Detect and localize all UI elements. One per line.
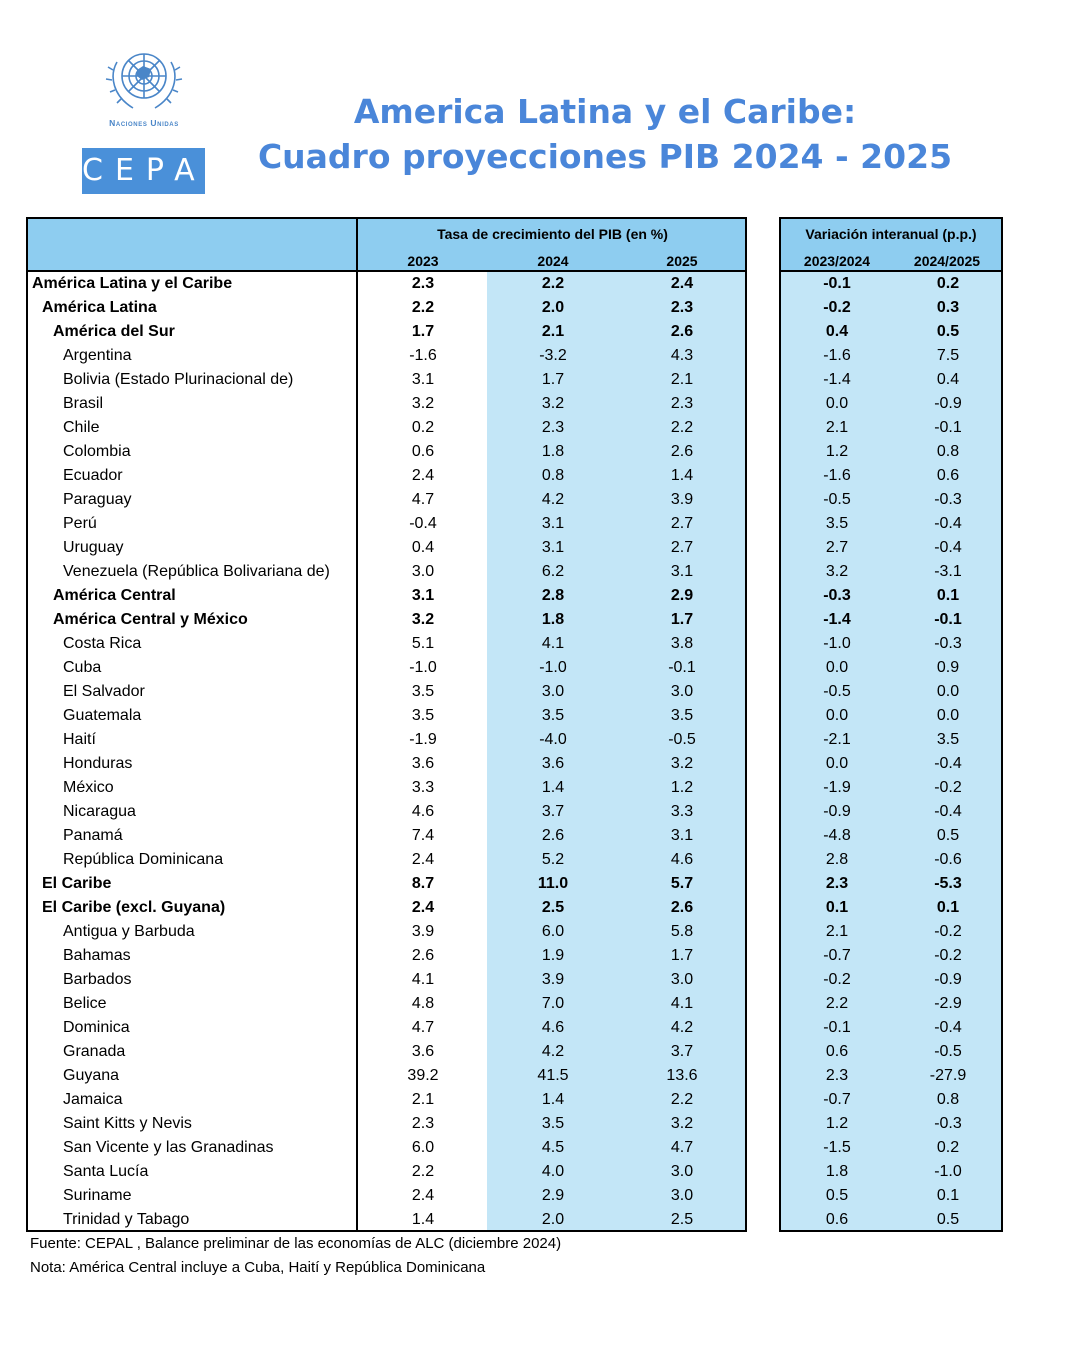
row-value: -0.7 bbox=[823, 947, 851, 964]
row-value: -0.4 bbox=[934, 1019, 962, 1036]
row-value: -0.2 bbox=[823, 299, 851, 316]
row-value: 13.6 bbox=[666, 1067, 698, 1084]
row-value: 0.1 bbox=[825, 899, 849, 916]
row-value: 3.0 bbox=[541, 683, 565, 700]
row-value: 7.5 bbox=[936, 347, 960, 364]
row-value: 2.3 bbox=[825, 875, 849, 892]
row-value: -0.5 bbox=[668, 731, 696, 748]
row-value: 2.1 bbox=[411, 1091, 435, 1108]
row-value: 3.6 bbox=[541, 755, 565, 772]
row-value: -2.9 bbox=[934, 995, 962, 1012]
row-value: -1.4 bbox=[823, 371, 851, 388]
row-label: América del Sur bbox=[53, 323, 175, 340]
row-value: 3.1 bbox=[411, 371, 435, 388]
row-value: 1.8 bbox=[825, 1163, 849, 1180]
row-value: 2.0 bbox=[541, 299, 565, 316]
row-value: 4.1 bbox=[411, 971, 435, 988]
row-value: 0.1 bbox=[936, 899, 960, 916]
row-value: -0.2 bbox=[823, 971, 851, 988]
table-row bbox=[0, 488, 1080, 512]
table-row bbox=[0, 968, 1080, 992]
row-value: 0.6 bbox=[825, 1211, 849, 1228]
table-row bbox=[0, 752, 1080, 776]
row-value: 0.2 bbox=[411, 419, 435, 436]
row-value: 3.6 bbox=[411, 755, 435, 772]
row-value: 0.0 bbox=[936, 683, 960, 700]
row-label: Santa Lucía bbox=[63, 1163, 149, 1180]
var-header-2024-2025: 2024/2025 bbox=[913, 253, 981, 269]
row-value: 2.9 bbox=[670, 587, 694, 604]
row-value: 0.6 bbox=[936, 467, 960, 484]
row-value: 3.8 bbox=[670, 635, 694, 652]
row-value: 4.6 bbox=[670, 851, 694, 868]
row-value: -1.0 bbox=[934, 1163, 962, 1180]
row-value: 2.0 bbox=[541, 1211, 565, 1228]
table-row bbox=[0, 272, 1080, 296]
row-label: Argentina bbox=[63, 347, 132, 364]
row-value: 0.3 bbox=[936, 299, 960, 316]
row-label: Uruguay bbox=[63, 539, 124, 556]
row-value: 2.2 bbox=[670, 1091, 694, 1108]
row-label: El Caribe (excl. Guyana) bbox=[42, 899, 226, 916]
row-value: 3.0 bbox=[670, 683, 694, 700]
row-value: 0.1 bbox=[936, 587, 960, 604]
row-value: -1.6 bbox=[823, 347, 851, 364]
row-label: Bolivia (Estado Plurinacional de) bbox=[63, 371, 294, 388]
row-value: 0.8 bbox=[541, 467, 565, 484]
row-label: Trinidad y Tabago bbox=[63, 1211, 190, 1228]
table-row bbox=[0, 800, 1080, 824]
row-value: 4.1 bbox=[541, 635, 565, 652]
row-value: -1.6 bbox=[409, 347, 437, 364]
row-value: -0.9 bbox=[934, 395, 962, 412]
table-row bbox=[0, 560, 1080, 584]
row-label: Colombia bbox=[63, 443, 131, 460]
year-header-2024: 2024 bbox=[537, 253, 569, 269]
row-label: Granada bbox=[63, 1043, 126, 1060]
row-value: 2.6 bbox=[670, 323, 694, 340]
row-value: 1.2 bbox=[825, 443, 849, 460]
row-value: -0.3 bbox=[823, 587, 851, 604]
source-note: Fuente: CEPAL , Balance preliminar de las economías de ALC (diciembre 2024) bbox=[30, 1235, 562, 1252]
row-value: 2.1 bbox=[670, 371, 694, 388]
row-value: 3.1 bbox=[411, 587, 435, 604]
row-value: 2.2 bbox=[411, 299, 435, 316]
row-value: 2.4 bbox=[670, 275, 694, 292]
row-value: -5.3 bbox=[934, 875, 962, 892]
row-value: -1.0 bbox=[539, 659, 567, 676]
org-name: Naciones Unidas bbox=[109, 118, 179, 128]
table-row bbox=[0, 1136, 1080, 1160]
row-value: 2.2 bbox=[541, 275, 565, 292]
row-value: 1.7 bbox=[411, 323, 435, 340]
row-value: -0.1 bbox=[934, 419, 962, 436]
row-label: Bahamas bbox=[63, 947, 131, 964]
row-value: 4.7 bbox=[411, 491, 435, 508]
row-value: 3.6 bbox=[411, 1043, 435, 1060]
row-label: Cuba bbox=[63, 659, 102, 676]
row-value: 3.5 bbox=[936, 731, 960, 748]
row-value: -0.1 bbox=[668, 659, 696, 676]
table-row bbox=[0, 872, 1080, 896]
row-value: 4.5 bbox=[541, 1139, 565, 1156]
row-value: 3.5 bbox=[670, 707, 694, 724]
row-value: 0.0 bbox=[825, 395, 849, 412]
table-row bbox=[0, 680, 1080, 704]
row-value: 2.5 bbox=[670, 1211, 694, 1228]
table-row bbox=[0, 368, 1080, 392]
row-value: 1.4 bbox=[670, 467, 694, 484]
row-value: 0.5 bbox=[825, 1187, 849, 1204]
row-value: 0.5 bbox=[936, 1211, 960, 1228]
row-value: 1.2 bbox=[670, 779, 694, 796]
row-value: 2.4 bbox=[411, 851, 435, 868]
row-value: 8.7 bbox=[411, 875, 435, 892]
row-value: 3.9 bbox=[670, 491, 694, 508]
row-value: -0.2 bbox=[934, 779, 962, 796]
row-label: Antigua y Barbuda bbox=[63, 923, 195, 940]
row-value: 2.5 bbox=[541, 899, 565, 916]
row-value: 3.2 bbox=[670, 755, 694, 772]
row-value: -1.5 bbox=[823, 1139, 851, 1156]
var-header-2023-2024: 2023/2024 bbox=[803, 253, 871, 269]
row-label: El Salvador bbox=[63, 683, 145, 700]
row-value: -0.4 bbox=[934, 803, 962, 820]
row-value: 4.2 bbox=[541, 491, 565, 508]
row-value: 2.3 bbox=[670, 299, 694, 316]
growth-rate-header: Tasa de crecimiento del PIB (en %) bbox=[437, 226, 668, 242]
row-value: 2.6 bbox=[411, 947, 435, 964]
row-value: 3.5 bbox=[541, 1115, 565, 1132]
row-value: 0.6 bbox=[411, 443, 435, 460]
row-value: -0.9 bbox=[934, 971, 962, 988]
row-value: 2.4 bbox=[411, 1187, 435, 1204]
row-value: 2.8 bbox=[541, 587, 565, 604]
table-row bbox=[0, 1064, 1080, 1088]
row-value: 5.1 bbox=[411, 635, 435, 652]
row-label: Guatemala bbox=[63, 707, 142, 724]
row-value: 1.8 bbox=[541, 443, 565, 460]
row-value: 2.6 bbox=[670, 443, 694, 460]
row-value: 3.7 bbox=[670, 1043, 694, 1060]
row-value: 4.8 bbox=[411, 995, 435, 1012]
row-value: 3.2 bbox=[411, 395, 435, 412]
row-value: 3.5 bbox=[541, 707, 565, 724]
row-value: 0.0 bbox=[825, 659, 849, 676]
row-value: 6.0 bbox=[411, 1139, 435, 1156]
row-value: 5.2 bbox=[541, 851, 565, 868]
row-value: 3.9 bbox=[541, 971, 565, 988]
row-value: -1.6 bbox=[823, 467, 851, 484]
row-value: -4.0 bbox=[539, 731, 567, 748]
row-value: 4.7 bbox=[670, 1139, 694, 1156]
row-value: -1.0 bbox=[823, 635, 851, 652]
row-value: 0.5 bbox=[936, 827, 960, 844]
row-label: El Caribe bbox=[42, 875, 112, 892]
table-row bbox=[0, 992, 1080, 1016]
row-value: 1.4 bbox=[411, 1211, 435, 1228]
row-value: 2.8 bbox=[825, 851, 849, 868]
row-value: -27.9 bbox=[929, 1067, 967, 1084]
table-row bbox=[0, 296, 1080, 320]
row-value: -0.3 bbox=[934, 1115, 962, 1132]
table-row bbox=[0, 896, 1080, 920]
row-value: 2.3 bbox=[670, 395, 694, 412]
row-label: México bbox=[63, 779, 114, 796]
row-label: Paraguay bbox=[63, 491, 132, 508]
row-value: -1.0 bbox=[409, 659, 437, 676]
row-value: -0.4 bbox=[934, 539, 962, 556]
row-value: 4.1 bbox=[670, 995, 694, 1012]
page-title-line2: Cuadro proyecciones PIB 2024 - 2025 bbox=[257, 137, 953, 176]
row-value: 2.9 bbox=[541, 1187, 565, 1204]
table-row bbox=[0, 632, 1080, 656]
row-value: 2.6 bbox=[541, 827, 565, 844]
row-label: Saint Kitts y Nevis bbox=[63, 1115, 192, 1132]
row-value: 1.4 bbox=[541, 1091, 565, 1108]
row-label: Venezuela (República Bolivariana de) bbox=[63, 563, 330, 580]
row-value: 2.3 bbox=[541, 419, 565, 436]
row-value: 1.2 bbox=[825, 1115, 849, 1132]
row-value: 0.2 bbox=[936, 275, 960, 292]
row-value: 3.0 bbox=[670, 1163, 694, 1180]
row-value: -0.5 bbox=[934, 1043, 962, 1060]
row-value: 3.5 bbox=[411, 707, 435, 724]
row-value: 3.3 bbox=[670, 803, 694, 820]
year-header-2023: 2023 bbox=[407, 253, 439, 269]
row-value: 0.6 bbox=[825, 1043, 849, 1060]
row-label: Dominica bbox=[63, 1019, 130, 1036]
row-value: 0.8 bbox=[936, 443, 960, 460]
row-value: 3.2 bbox=[411, 611, 435, 628]
table-row bbox=[0, 824, 1080, 848]
table-row bbox=[0, 464, 1080, 488]
row-value: 2.1 bbox=[541, 323, 565, 340]
table-row bbox=[0, 320, 1080, 344]
row-value: 3.0 bbox=[670, 971, 694, 988]
row-value: -0.7 bbox=[823, 1091, 851, 1108]
table-row bbox=[0, 728, 1080, 752]
row-label: Perú bbox=[63, 515, 97, 532]
table-row bbox=[0, 1112, 1080, 1136]
row-label: San Vicente y las Granadinas bbox=[63, 1139, 274, 1156]
row-value: 2.4 bbox=[411, 467, 435, 484]
row-value: 3.1 bbox=[670, 827, 694, 844]
row-value: -0.2 bbox=[934, 947, 962, 964]
row-value: 7.4 bbox=[411, 827, 435, 844]
row-label: Chile bbox=[63, 419, 100, 436]
row-label: América Latina y el Caribe bbox=[32, 275, 233, 292]
row-value: 2.1 bbox=[825, 923, 849, 940]
variation-header: Variación interanual (p.p.) bbox=[805, 226, 977, 242]
row-label: Nicaragua bbox=[63, 803, 136, 820]
row-value: 3.9 bbox=[411, 923, 435, 940]
row-value: 4.6 bbox=[411, 803, 435, 820]
row-label: República Dominicana bbox=[63, 851, 224, 868]
row-value: -0.5 bbox=[823, 683, 851, 700]
row-value: 3.2 bbox=[541, 395, 565, 412]
row-value: -1.9 bbox=[409, 731, 437, 748]
row-value: -0.1 bbox=[934, 611, 962, 628]
row-value: -0.4 bbox=[409, 515, 437, 532]
row-value: 39.2 bbox=[407, 1067, 439, 1084]
table-row bbox=[0, 1184, 1080, 1208]
row-value: -0.1 bbox=[823, 275, 851, 292]
table-row bbox=[0, 1160, 1080, 1184]
row-value: 4.3 bbox=[670, 347, 694, 364]
row-value: -0.9 bbox=[823, 803, 851, 820]
row-value: -0.3 bbox=[934, 635, 962, 652]
row-label: Honduras bbox=[63, 755, 133, 772]
row-value: -1.9 bbox=[823, 779, 851, 796]
row-value: 0.5 bbox=[936, 323, 960, 340]
row-label: América Central bbox=[53, 587, 176, 604]
row-value: 4.2 bbox=[670, 1019, 694, 1036]
row-value: 2.2 bbox=[670, 419, 694, 436]
row-value: 1.4 bbox=[541, 779, 565, 796]
row-value: 3.5 bbox=[825, 515, 849, 532]
row-value: -0.6 bbox=[934, 851, 962, 868]
row-value: 7.0 bbox=[541, 995, 565, 1012]
row-value: -0.2 bbox=[934, 923, 962, 940]
row-value: 1.9 bbox=[541, 947, 565, 964]
table-body bbox=[0, 272, 1080, 1232]
row-value: 1.7 bbox=[670, 611, 694, 628]
row-value: 41.5 bbox=[537, 1067, 569, 1084]
row-value: -3.2 bbox=[539, 347, 567, 364]
table-row bbox=[0, 944, 1080, 968]
row-value: 3.0 bbox=[670, 1187, 694, 1204]
page-title-line1: America Latina y el Caribe: bbox=[353, 92, 857, 131]
table-row bbox=[0, 920, 1080, 944]
table-row bbox=[0, 656, 1080, 680]
row-label: Ecuador bbox=[63, 467, 123, 484]
row-label: América Latina bbox=[42, 299, 157, 316]
row-value: 3.5 bbox=[411, 683, 435, 700]
row-value: 2.3 bbox=[411, 275, 435, 292]
cepal-logo: CEPAL bbox=[82, 148, 205, 194]
row-value: 0.4 bbox=[936, 371, 960, 388]
year-header-2025: 2025 bbox=[666, 253, 698, 269]
table-row bbox=[0, 608, 1080, 632]
row-value: 3.2 bbox=[825, 563, 849, 580]
row-label: Belice bbox=[63, 995, 107, 1012]
row-value: 2.7 bbox=[670, 539, 694, 556]
row-value: -0.4 bbox=[934, 755, 962, 772]
row-value: 2.4 bbox=[411, 899, 435, 916]
table-row bbox=[0, 584, 1080, 608]
row-value: 6.2 bbox=[541, 563, 565, 580]
row-value: 2.2 bbox=[825, 995, 849, 1012]
row-value: 4.6 bbox=[541, 1019, 565, 1036]
row-label: América Central y México bbox=[53, 611, 248, 628]
row-value: 0.2 bbox=[936, 1139, 960, 1156]
row-value: 3.3 bbox=[411, 779, 435, 796]
row-label: Costa Rica bbox=[63, 635, 142, 652]
un-emblem-icon bbox=[103, 42, 185, 116]
row-value: 3.2 bbox=[670, 1115, 694, 1132]
row-value: 3.7 bbox=[541, 803, 565, 820]
row-value: -4.8 bbox=[823, 827, 851, 844]
row-value: 0.8 bbox=[936, 1091, 960, 1108]
row-value: 0.0 bbox=[825, 707, 849, 724]
row-value: 1.8 bbox=[541, 611, 565, 628]
row-label: Brasil bbox=[63, 395, 104, 412]
row-value: 0.4 bbox=[825, 323, 849, 340]
row-value: -0.5 bbox=[823, 491, 851, 508]
row-value: 2.6 bbox=[670, 899, 694, 916]
row-value: 4.2 bbox=[541, 1043, 565, 1060]
row-value: -3.1 bbox=[934, 563, 962, 580]
row-value: 5.8 bbox=[670, 923, 694, 940]
row-value: 4.7 bbox=[411, 1019, 435, 1036]
row-label: Haití bbox=[63, 731, 96, 748]
table-row bbox=[0, 344, 1080, 368]
row-value: 1.7 bbox=[670, 947, 694, 964]
row-value: 1.7 bbox=[541, 371, 565, 388]
row-value: -0.1 bbox=[823, 1019, 851, 1036]
row-label: Barbados bbox=[63, 971, 132, 988]
row-value: 5.7 bbox=[670, 875, 694, 892]
row-value: -2.1 bbox=[823, 731, 851, 748]
row-value: 3.1 bbox=[541, 539, 565, 556]
table-row bbox=[0, 1088, 1080, 1112]
row-value: -0.4 bbox=[934, 515, 962, 532]
table-row bbox=[0, 392, 1080, 416]
row-value: 4.0 bbox=[541, 1163, 565, 1180]
footnote: Nota: América Central incluye a Cuba, Haití y República Dominicana bbox=[30, 1259, 486, 1276]
row-label: Suriname bbox=[63, 1187, 132, 1204]
table-row bbox=[0, 440, 1080, 464]
row-value: 3.1 bbox=[541, 515, 565, 532]
table-row bbox=[0, 416, 1080, 440]
row-value: 3.1 bbox=[670, 563, 694, 580]
table-row bbox=[0, 512, 1080, 536]
row-value: 2.7 bbox=[825, 539, 849, 556]
row-value: 11.0 bbox=[537, 875, 569, 892]
row-value: 2.2 bbox=[411, 1163, 435, 1180]
row-label: Guyana bbox=[63, 1067, 120, 1084]
row-value: 2.3 bbox=[411, 1115, 435, 1132]
row-value: 0.0 bbox=[936, 707, 960, 724]
row-value: -1.4 bbox=[823, 611, 851, 628]
table-row bbox=[0, 848, 1080, 872]
row-value: 2.1 bbox=[825, 419, 849, 436]
row-label: Panamá bbox=[63, 827, 123, 844]
row-value: -0.3 bbox=[934, 491, 962, 508]
table-row bbox=[0, 704, 1080, 728]
row-value: 0.4 bbox=[411, 539, 435, 556]
row-value: 2.7 bbox=[670, 515, 694, 532]
row-value: 0.0 bbox=[825, 755, 849, 772]
row-value: 2.3 bbox=[825, 1067, 849, 1084]
table-row bbox=[0, 536, 1080, 560]
row-value: 0.1 bbox=[936, 1187, 960, 1204]
table-row bbox=[0, 776, 1080, 800]
table-row bbox=[0, 1016, 1080, 1040]
row-value: 3.0 bbox=[411, 563, 435, 580]
table-row bbox=[0, 1040, 1080, 1064]
row-value: 0.9 bbox=[936, 659, 960, 676]
table-row bbox=[0, 1208, 1080, 1232]
row-label: Jamaica bbox=[63, 1091, 123, 1108]
row-value: 6.0 bbox=[541, 923, 565, 940]
